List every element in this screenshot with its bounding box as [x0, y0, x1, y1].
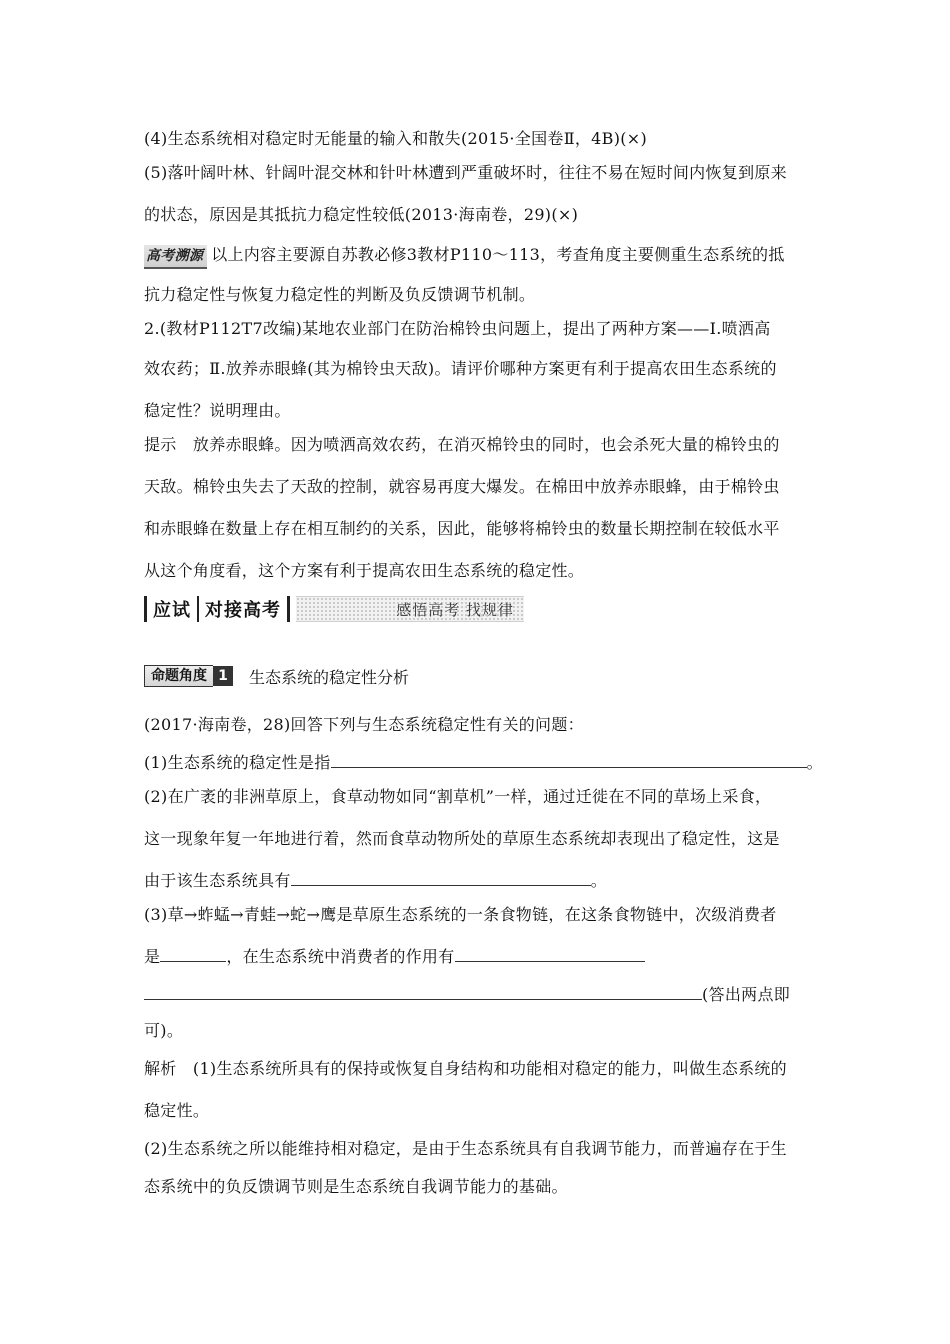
analysis-line-1: 解析 (1)生态系统所具有的保持或恢复自身结构和功能相对稳定的能力，叫做生态系统的 [144, 1059, 787, 1078]
q1-answer-blank[interactable] [331, 753, 807, 768]
question-2-line-2: 效农药；Ⅱ.放养赤眼蜂(其为棉铃虫天敌)。请评价哪种方案更有利于提高农田生态系统的 [144, 359, 777, 378]
topic-angle-heading [144, 664, 409, 688]
section-banner [144, 596, 524, 622]
q1-text: (1)生态系统的稳定性是指 [144, 753, 331, 772]
question-part-1 [144, 752, 823, 774]
q3-text-a: 是 [144, 947, 161, 966]
statement-5-line-2: 的状态，原因是其抵抗力稳定性较低(2013·海南卷，29)(×) [144, 205, 579, 224]
angle-number: 1 [213, 666, 233, 686]
banner-subtitle: 感悟高考 找规律 [296, 596, 524, 622]
question-part-2-line-3 [144, 870, 810, 892]
question-part-2-line-2: 这一现象年复一年地进行着，然而食草动物所处的草原生态系统却表现出了稳定性，这是 [144, 829, 780, 848]
analysis-line-2: 稳定性。 [144, 1101, 210, 1120]
question-part-3-line-1: (3)草→蚱蜢→青蛙→蛇→鹰是草原生态系统的一条食物链，在这条食物链中，次级消费者 [144, 905, 777, 924]
hint-line-2: 天敌。棉铃虫失去了天敌的控制，就容易再度大爆发。在棉田中放养赤眼蜂，由于棉铃虫 [144, 477, 780, 496]
question-part-3-line-2 [144, 946, 810, 968]
analysis-line-3: (2)生态系统之所以能维持相对稳定，是由于生态系统具有自我调节能力，而普遍存在于生 [144, 1139, 787, 1158]
gaokao-source-tag: 高考溯源 [144, 245, 207, 269]
q3-note: (答出两点即 [702, 985, 791, 1004]
hint-line-1: 提示 放养赤眼蜂。因为喷洒高效农药，在消灭棉铃虫的同时，也会杀死大量的棉铃虫的 [144, 435, 780, 454]
source-note-text: 以上内容主要源自苏教必修3教材P110～113，考查角度主要侧重生态系统的抵 [211, 245, 785, 264]
question-2-line-1: 2.(教材P112T7改编)某地农业部门在防治棉铃虫问题上，提出了两种方案——Ⅰ.喷洒高 [144, 319, 771, 338]
hint-line-3: 和赤眼蜂在数量上存在相互制约的关系，因此，能够将棉铃虫的数量长期控制在较低水平 [144, 519, 780, 538]
statement-5-line-1: (5)落叶阔叶林、针阔叶混交林和针叶林遭到严重破坏时，往往不易在短时间内恢复到原来 [144, 163, 787, 182]
question-part-3-line-4: 可)。 [144, 1021, 184, 1040]
banner-title-a: 应试 [147, 596, 199, 622]
banner-title-b: 对接高考 [199, 596, 290, 622]
question-part-3-line-3 [144, 984, 810, 1006]
q3-role-blank-1[interactable] [455, 947, 645, 962]
q3-text-b: ，在生态系统中消费者的作用有 [226, 947, 455, 966]
question-2-line-3: 稳定性？说明理由。 [144, 401, 291, 420]
q3-consumer-blank[interactable] [160, 947, 226, 962]
q3-role-blank-2[interactable] [144, 985, 702, 1000]
question-part-2-line-1: (2)在广袤的非洲草原上，食草动物如同“割草机”一样，通过迁徙在不同的草场上采食， [144, 787, 772, 806]
q1-end: 。 [806, 753, 823, 772]
question-intro: (2017·海南卷，28)回答下列与生态系统稳定性有关的问题： [144, 715, 584, 734]
q2-answer-blank[interactable] [291, 871, 591, 886]
analysis-line-4: 态系统中的负反馈调节则是生态系统自我调节能力的基础。 [144, 1177, 568, 1196]
statement-4: (4)生态系统相对稳定时无能量的输入和散失(2015·全国卷Ⅱ，4B)(×) [144, 129, 648, 148]
angle-title: 生态系统的稳定性分析 [249, 667, 410, 687]
source-note-line-2: 抗力稳定性与恢复力稳定性的判断及负反馈调节机制。 [144, 285, 536, 304]
source-note [144, 244, 810, 269]
q2-text: 由于该生态系统具有 [144, 871, 291, 890]
angle-label: 命题角度 [144, 665, 213, 687]
hint-line-4: 从这个角度看，这个方案有利于提高农田生态系统的稳定性。 [144, 561, 585, 580]
q2-end: 。 [590, 871, 608, 890]
